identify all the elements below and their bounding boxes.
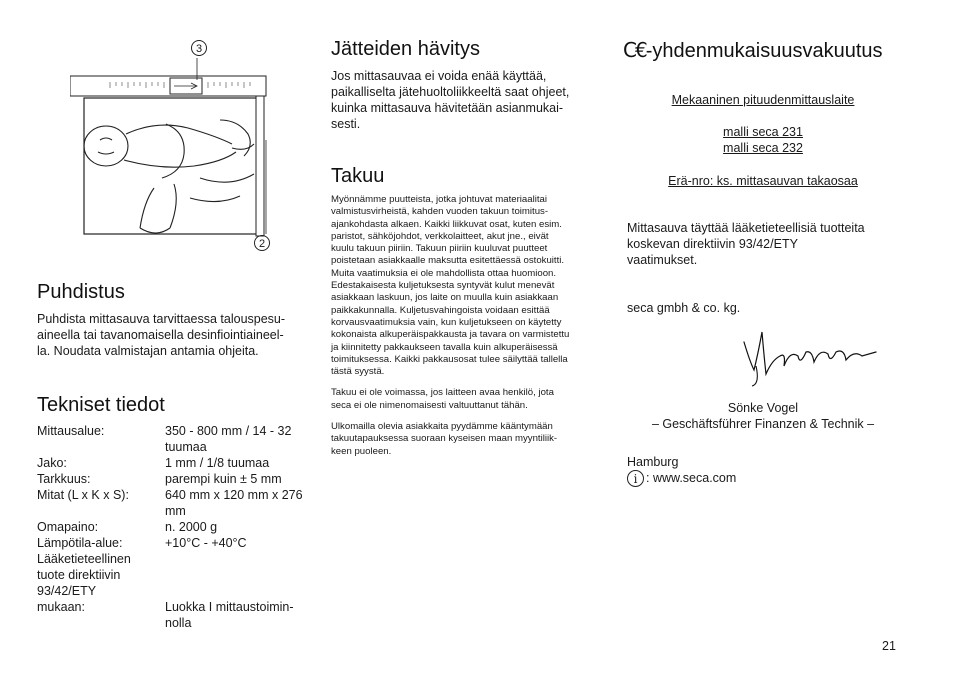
spec-key: Mitat (L x K x S): bbox=[37, 488, 129, 502]
spec-value: 640 mm x 120 mm x 276 mm bbox=[165, 488, 303, 518]
warranty-line: paristot, sähköjohdot, verkkolaitteet, akut jne., eivät bbox=[331, 230, 549, 242]
warranty-paragraph bbox=[331, 194, 601, 378]
warranty-line: keen puoleen. bbox=[331, 445, 392, 457]
cleaning-line: Puhdista mittasauva tarvittaessa talouspesu- bbox=[37, 312, 286, 326]
disposal-line: kuinka mittasauva hävitetään asianmukai- bbox=[331, 101, 564, 115]
warranty-line: Myönnämme puutteista, jotka johtuvat materiaalitai bbox=[331, 194, 547, 205]
signer-name: Sönke Vogel bbox=[727, 401, 799, 415]
spec-key: Mittausalue: bbox=[37, 424, 105, 438]
signer-title: – Geschäftsführer Finanzen & Technik – bbox=[651, 417, 875, 431]
model-232: malli seca 232 bbox=[723, 141, 803, 155]
disposal-line: Jos mittasauvaa ei voida enää käyttää, bbox=[331, 69, 547, 83]
warranty-line: ja kiinnitetty pakkaukseen tavalla kuin alkuperäisessä bbox=[331, 341, 558, 353]
warranty-heading: Takuu bbox=[331, 165, 385, 187]
warranty-paragraph bbox=[331, 421, 601, 458]
device-name: Mekaaninen pituudenmittauslaite bbox=[671, 93, 855, 107]
warranty-line: Ulkomailla olevia asiakkaita pyydämme kääntymään bbox=[331, 421, 553, 433]
cleaning-line: la. Noudata valmistajan antamia ohjeita. bbox=[37, 344, 259, 358]
spec-key: Jako: bbox=[37, 456, 67, 470]
statement-line: Mittasauva täyttää lääketieteellisiä tuotteita bbox=[627, 221, 865, 235]
spec-key: Lääketieteellinen tuote direktiivin 93/42/ETY mukaan: bbox=[37, 552, 131, 614]
batch-number: Erä-nro: ks. mittasauvan takaosaa bbox=[668, 174, 858, 188]
spec-value: 350 - 800 mm / 14 - 32 tuumaa bbox=[165, 424, 292, 454]
spec-table bbox=[37, 423, 317, 631]
technical-data-heading: Tekniset tiedot bbox=[37, 394, 165, 416]
warranty-line: Takuu ei ole voimassa, jos laitteen avaa henkilö, jota bbox=[331, 387, 554, 399]
website-line bbox=[627, 470, 736, 487]
cleaning-text bbox=[37, 311, 317, 359]
warranty-line: seca ei ole nimenomaisesti valtuuttanut tähän. bbox=[331, 399, 528, 411]
warranty-line: tästä syystä. bbox=[331, 366, 385, 378]
spec-row bbox=[37, 471, 317, 487]
spec-value: +10°C - +40°C bbox=[165, 536, 247, 550]
warranty-line: ajankohdasta alkaen. Kaikki liikkuvat osat, kuten esim. bbox=[331, 218, 562, 230]
signature-mark bbox=[736, 322, 886, 392]
spec-row bbox=[37, 423, 317, 455]
warranty-paragraph bbox=[331, 387, 601, 412]
company-name: seca gmbh & co. kg. bbox=[627, 301, 741, 315]
disposal-text bbox=[331, 68, 601, 132]
spec-key: Lämpötila-alue: bbox=[37, 536, 123, 550]
city: Hamburg bbox=[627, 455, 679, 469]
info-icon: i bbox=[627, 470, 644, 487]
spec-row bbox=[37, 551, 317, 631]
warranty-line: Edestakaisesta kuljetuksesta syntyvät kulut menevät bbox=[331, 280, 555, 292]
measuring-illustration bbox=[70, 38, 290, 258]
spec-value: n. 2000 g bbox=[165, 520, 218, 534]
warranty-line: poistetaan asiakkaalle maksutta esitettäessä ostokuitti. bbox=[331, 255, 565, 267]
warranty-line: toimituksessa. Kaikki pakkausosat tulee säilyttää tallella bbox=[331, 353, 568, 365]
disposal-line: sesti. bbox=[331, 117, 361, 131]
cleaning-line: aineella tai tavanomaisella desinfiointiaineel- bbox=[37, 328, 284, 342]
conformity-title: -yhdenmukaisuusvakuutus bbox=[645, 40, 883, 62]
warranty-line: takuutapauksessa suoraan kyseisen maan myyntiliik- bbox=[331, 433, 558, 445]
warranty-line: Muita vaatimuksia ei ole mahdollista ottaa huomioon. bbox=[331, 267, 557, 279]
spec-value: Luokka I mittaustoimin-nolla bbox=[165, 600, 294, 630]
warranty-line: kokonaista alkuperäispakkausta ja tavara on varmistettu bbox=[331, 329, 570, 341]
callout-3: 3 bbox=[191, 40, 207, 56]
conformity-statement bbox=[627, 220, 902, 268]
warranty-line: asiakkaan laskuun, jos laite on muulla kuin asiakkaan bbox=[331, 292, 559, 304]
cleaning-heading: Puhdistus bbox=[37, 281, 125, 303]
spec-key: Omapaino: bbox=[37, 520, 99, 534]
warranty-line: valmistusvirheistä, kahden vuoden takuun toimitus- bbox=[331, 206, 549, 218]
spec-value: 1 mm / 1/8 tuumaa bbox=[165, 456, 270, 470]
statement-line: vaatimukset. bbox=[627, 253, 698, 267]
website-url[interactable]: : www.seca.com bbox=[646, 471, 737, 485]
baby-measuring-drawing bbox=[70, 38, 290, 258]
statement-line: koskevan direktiivin 93/42/ETY bbox=[627, 237, 798, 251]
spec-row bbox=[37, 535, 317, 551]
disposal-line: paikalliselta jätehuoltoliikkeeltä saat ohjeet, bbox=[331, 85, 570, 99]
spec-row bbox=[37, 455, 317, 471]
callout-2: 2 bbox=[254, 235, 270, 251]
disposal-heading: Jätteiden hävitys bbox=[331, 38, 480, 60]
warranty-line: kuulu takuun piiriin. Takuun piiriin kuuluvat puutteet bbox=[331, 243, 548, 255]
spec-value: parempi kuin ± 5 mm bbox=[165, 472, 282, 486]
spec-row bbox=[37, 519, 317, 535]
ce-mark: C€ bbox=[623, 38, 646, 62]
warranty-line: korvausvaatimuksia vain, kun kuljetukseen on käytetty bbox=[331, 316, 562, 328]
warranty-line: paikkakunnalla. Kuljetusvahingoista voidaan esittää bbox=[331, 304, 550, 316]
warranty-text bbox=[331, 194, 601, 467]
spec-row bbox=[37, 487, 317, 519]
conformity-heading bbox=[623, 38, 883, 63]
page-number: 21 bbox=[882, 639, 896, 653]
spec-key: Tarkkuus: bbox=[37, 472, 91, 486]
model-231: malli seca 231 bbox=[723, 125, 803, 139]
